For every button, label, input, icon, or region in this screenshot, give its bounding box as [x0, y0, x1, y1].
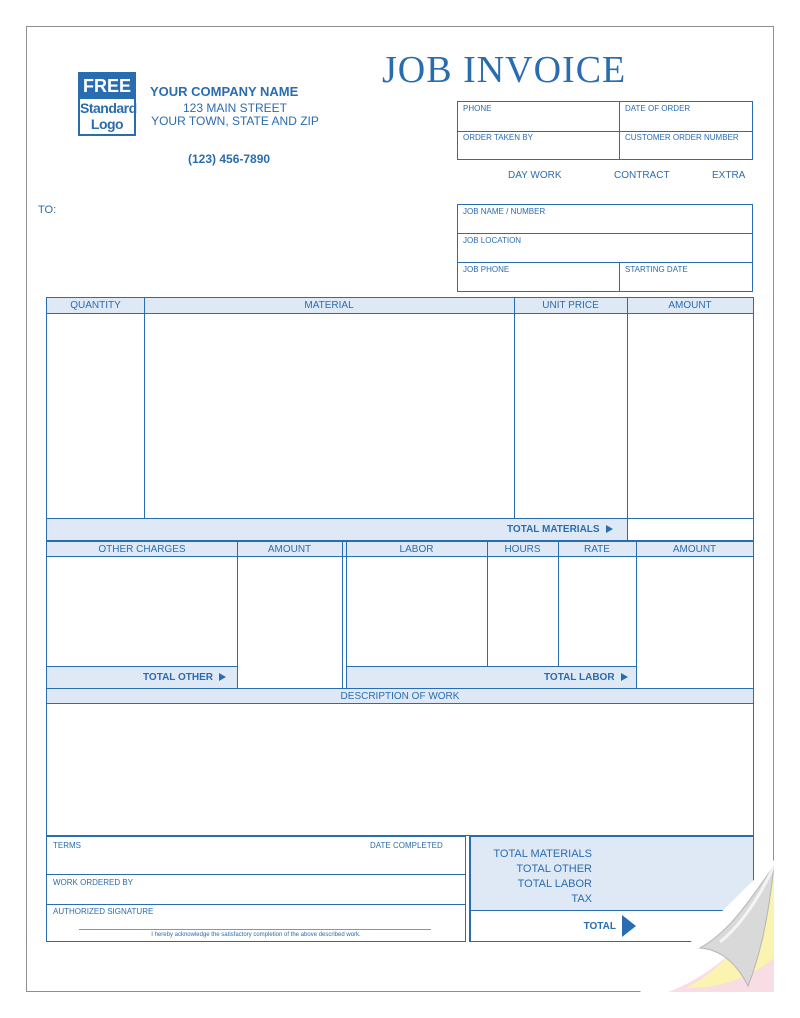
divider [619, 262, 620, 291]
labor-column-header: LABOR [399, 544, 434, 555]
total-arrow-icon [622, 915, 636, 937]
description-of-work-box [46, 688, 754, 836]
divider [237, 542, 238, 688]
logo-line-free: FREE [80, 74, 134, 99]
work-ordered-by-field-label: WORK ORDERED BY [53, 878, 134, 887]
amount-column-header: AMOUNT [668, 300, 712, 311]
company-city: YOUR TOWN, STATE AND ZIP [151, 114, 319, 128]
job-info-box [457, 204, 753, 292]
total-other-label [143, 672, 226, 683]
order-taken-by-field-label: ORDER TAKEN BY [463, 133, 533, 142]
date-of-order-field-label: DATE OF ORDER [625, 104, 691, 113]
arrow-right-icon [219, 673, 226, 681]
divider [619, 102, 620, 159]
divider [458, 262, 752, 263]
terms-signature-box [46, 836, 466, 942]
hours-column-header: HOURS [504, 544, 541, 555]
summary-total: TOTAL [583, 921, 616, 932]
order-info-box [457, 101, 753, 160]
divider [144, 298, 145, 518]
signature-line[interactable] [79, 929, 431, 930]
labor-amount-column-header: AMOUNT [672, 544, 717, 555]
divider [47, 874, 465, 875]
divider [627, 518, 753, 519]
date-completed-field-label: DATE COMPLETED [370, 841, 443, 850]
page-curl-graphic [640, 860, 774, 992]
divider [458, 131, 752, 132]
job-phone-field-label: JOB PHONE [463, 265, 510, 274]
total-materials-label [507, 524, 613, 535]
summary-tax: TAX [571, 893, 592, 905]
divider [558, 542, 559, 666]
total-other-text: TOTAL OTHER [143, 672, 213, 683]
company-name: YOUR COMPANY NAME [150, 84, 299, 99]
divider [514, 298, 515, 518]
logo-line-standard: Standard [80, 100, 137, 116]
other-amount-column-header: AMOUNT [267, 544, 312, 555]
company-phone: (123) 456-7890 [188, 152, 271, 166]
summary-total-other: TOTAL OTHER [516, 863, 592, 875]
summary-total-materials: TOTAL MATERIALS [493, 848, 592, 860]
work-type-extra[interactable]: EXTRA [712, 170, 746, 181]
divider [458, 233, 752, 234]
arrow-right-icon [606, 525, 613, 533]
company-logo [78, 72, 136, 136]
other-charges-column-header: OTHER CHARGES [98, 544, 186, 555]
work-type-contract[interactable]: CONTRACT [614, 170, 670, 181]
work-type-day-work[interactable]: DAY WORK [508, 170, 562, 181]
divider [47, 904, 465, 905]
total-labor-label [544, 672, 628, 683]
arrow-right-icon [621, 673, 628, 681]
acknowledgement-text: I hereby acknowledge the satisfactory completion of the above described work. [151, 932, 361, 938]
material-column-header: MATERIAL [304, 300, 354, 311]
description-of-work-header: DESCRIPTION OF WORK [340, 691, 460, 702]
divider [487, 542, 488, 666]
page-title: JOB INVOICE [382, 49, 627, 91]
summary-total-labor: TOTAL LABOR [517, 878, 592, 890]
job-location-field-label: JOB LOCATION [463, 236, 522, 245]
unit-price-column-header: UNIT PRICE [542, 300, 599, 311]
divider [636, 542, 637, 688]
materials-table [46, 297, 754, 541]
total-materials-text: TOTAL MATERIALS [507, 524, 600, 535]
quantity-column-header: QUANTITY [70, 300, 121, 311]
company-street: 123 MAIN STREET [182, 101, 288, 115]
divider [342, 542, 343, 688]
customer-order-number-field-label: CUSTOMER ORDER NUMBER [625, 133, 739, 142]
authorized-signature-field-label: AUTHORIZED SIGNATURE [53, 907, 154, 916]
rate-column-header: RATE [584, 544, 610, 555]
phone-field-label: PHONE [463, 104, 492, 113]
charges-labor-table [46, 541, 754, 689]
job-name-field-label: JOB NAME / NUMBER [463, 207, 546, 216]
total-labor-text: TOTAL LABOR [544, 672, 615, 683]
divider [627, 298, 628, 540]
starting-date-field-label: STARTING DATE [625, 265, 688, 274]
terms-field-label: TERMS [53, 841, 81, 850]
to-label: TO: [38, 204, 57, 216]
logo-line-logo: Logo [90, 116, 124, 132]
